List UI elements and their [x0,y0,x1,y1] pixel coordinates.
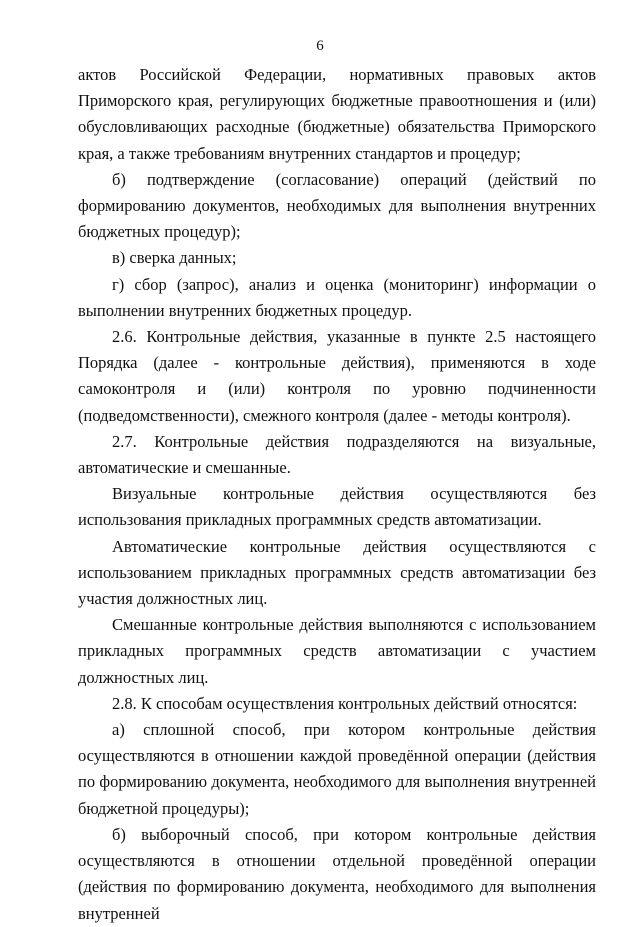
paragraph-automatic-actions: Автоматические контрольные действия осуществляются с использованием прикладных программных средств автоматизации без участия должностных лиц. [78,536,596,609]
paragraph-mixed-actions: Смешанные контрольные действия выполняются с использованием прикладных программных средств автоматизации с участием должностных лиц. [78,615,596,687]
paragraph-item-g: г) сбор (запрос), анализ и оценка (мониторинг) информации о выполнении внутренних бюджетных процедур. [78,274,596,320]
paragraph-item-v: в) сверка данных; [112,248,237,268]
paragraph-method-a: а) сплошной способ, при котором контрольные действия осуществляются в отношении каждой проведённой операции (действия по формированию документа, необходимого для выполнения внутренней бюджетной процедуры); [78,720,596,818]
paragraph-continuation: актов Российской Федерации, нормативных правовых актов Приморского края, регулирующих бюджетные правоотношения и (или) обусловливающих расходные (бюджетные) обязательства Приморского края, а также требованиям внутренних стандартов и процедур; [78,65,596,163]
paragraph-2-8: 2.8. К способам осуществления контрольных действий относятся: [112,693,578,713]
paragraph-visual-actions: Визуальные контрольные действия осуществляются без использования прикладных программных средств автоматизации. [78,484,596,530]
document-body [78,62,596,927]
paragraph-2-6: 2.6. Контрольные действия, указанные в пункте 2.5 настоящего Порядка (далее - контрольные действия), применяются в ходе самоконтроля и (или) контроля по уровню подчиненности (подведомственности), смежного контроля (далее - методы контроля). [78,327,596,425]
page-number: 6 [316,38,324,54]
paragraph-method-b: б) выборочный способ, при котором контрольные действия осуществляются в отношении отдельной проведённой операции (действия по формированию документа, необходимого для выполнения внутренней [78,824,596,923]
paragraph-2-7: 2.7. Контрольные действия подразделяются на визуальные, автоматические и смешанные. [78,431,596,478]
paragraph-item-b: б) подтверждение (согласование) операций (действий по формированию документов, необходимых для выполнения внутренних бюджетных процедур); [78,169,596,242]
